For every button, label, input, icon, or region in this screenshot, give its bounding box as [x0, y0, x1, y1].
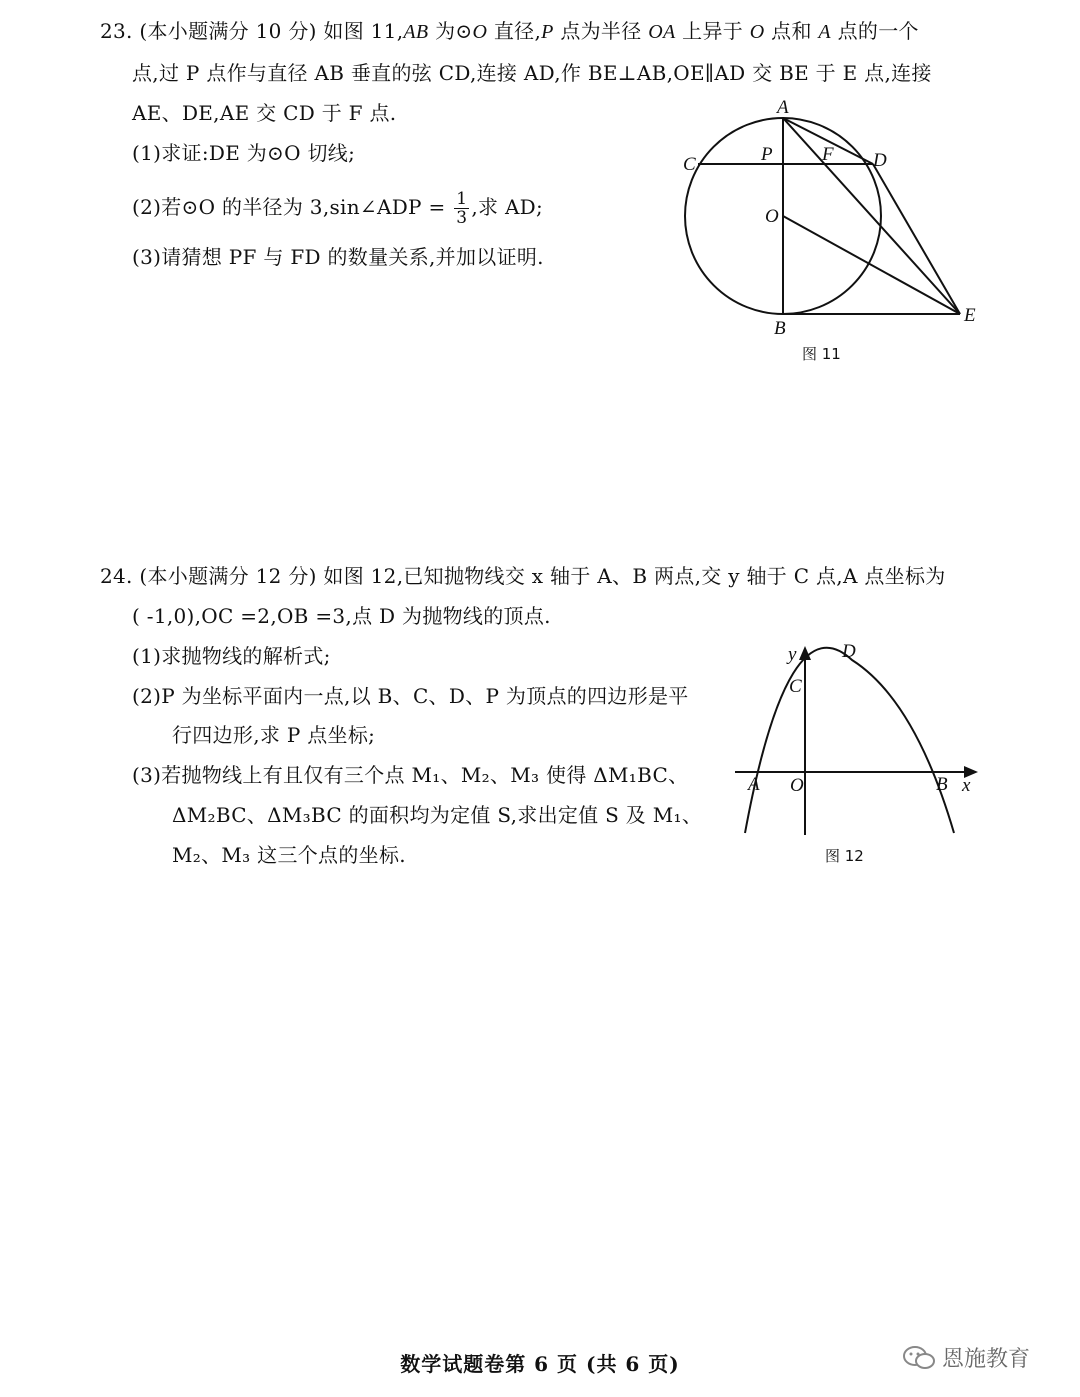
label-origin-o: O: [790, 775, 804, 796]
label-b: B: [936, 774, 948, 795]
label-b: B: [774, 318, 786, 339]
label-e: E: [964, 305, 976, 326]
page-footer: 数学试题卷第 6 页 (共 6 页): [400, 1352, 680, 1376]
watermark-text: 恩施教育: [942, 1347, 1031, 1372]
figure-11-caption: 图 11: [802, 345, 841, 363]
label-c: C: [683, 154, 696, 175]
label-o: O: [765, 206, 779, 227]
q24-line-2: ( -1,0),OC =2,OB =3,点 D 为抛物线的顶点.: [132, 604, 551, 628]
q24-part-2b: 行四边形,求 P 点坐标;: [172, 723, 376, 747]
q24-line-1: 24. (本小题满分 12 分) 如图 12,已知抛物线交 x 轴于 A、B 两点,交 y 轴于 C 点,A 点坐标为: [100, 564, 946, 588]
q23-line-3: AE、DE,AE 交 CD 于 F 点.: [132, 101, 397, 125]
y-axis-arrow-icon: [799, 646, 811, 660]
q24-part-2a: (2)P 为坐标平面内一点,以 B、C、D、P 为顶点的四边形是平: [132, 684, 689, 708]
watermark: [902, 1342, 1030, 1373]
segment-ae: [783, 118, 960, 314]
segment-oe: [783, 216, 960, 314]
q23-header: 23. (本小题满分 10 分) 如图 11,: [100, 19, 404, 43]
figure-11-circle-diagram: [670, 90, 990, 340]
q24-part-3a: (3)若抛物线上有且仅有三个点 M₁、M₂、M₃ 使得 ΔM₁BC、: [132, 763, 689, 787]
parabola-curve: [745, 648, 954, 833]
label-c: C: [789, 676, 802, 697]
q24-part-3c: M₂、M₃ 这三个点的坐标.: [172, 843, 406, 867]
label-a: A: [777, 97, 789, 118]
label-p: P: [761, 144, 773, 165]
q23-part-3: (3)请猜想 PF 与 FD 的数量关系,并加以证明.: [132, 245, 544, 269]
q23-line-1: 23. (本小题满分 10 分) 如图 11,AB 为⊙O 直径,P 点为半径 OA 上异于 O 点和 A 点的一个: [100, 19, 919, 43]
label-f: F: [822, 144, 834, 165]
q24-part-3b: ΔM₂BC、ΔM₃BC 的面积均为定值 S,求出定值 S 及 M₁、: [172, 803, 703, 827]
q23-part-1: (1)求证:DE 为⊙O 切线;: [132, 141, 356, 165]
segment-de: [873, 164, 960, 314]
label-x: x: [962, 775, 971, 796]
label-d: D: [873, 150, 887, 171]
figure-12-parabola-graph: [730, 630, 985, 842]
figure-12-caption: 图 12: [825, 847, 864, 865]
q23-line-2: 点,过 P 点作与直径 AB 垂直的弦 CD,连接 AD,作 BE⊥AB,OE∥AD 交 BE 于 E 点,连接: [132, 61, 932, 85]
label-a: A: [748, 774, 760, 795]
wechat-icon: [902, 1345, 936, 1371]
fraction-one-third: $\frac{1}{3}$: [456, 189, 468, 228]
label-vertex-d: D: [842, 641, 856, 662]
label-y: y: [788, 644, 797, 665]
q24-part-1: (1)求抛物线的解析式;: [132, 644, 331, 668]
q23-part-2: (2)若⊙O 的半径为 3,sin∠ADP = $\frac{1}{3}$ ,求 AD;: [132, 189, 544, 228]
